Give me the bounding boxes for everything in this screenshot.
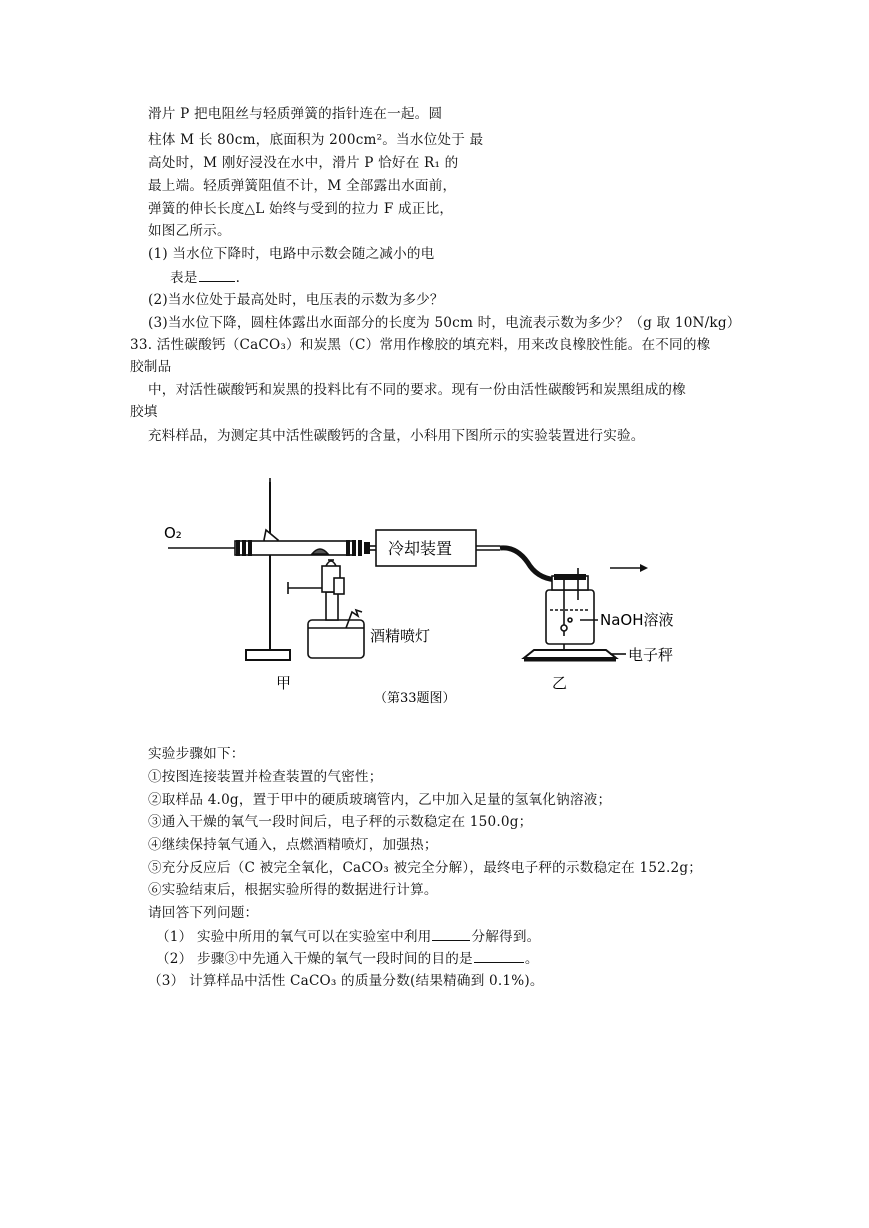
- rubber-tube: [500, 548, 560, 580]
- question-2-end: 。: [524, 951, 539, 967]
- physics-line-3: 高处时，M 刚好浸没在水中，滑片 P 恰好在 R₁ 的: [148, 155, 459, 171]
- hard-glass-tube: [235, 541, 355, 555]
- naoh-label: NaOH溶液: [600, 611, 674, 629]
- lamp-label: 酒精喷灯: [370, 627, 431, 645]
- physics-question-1: (1) 当水位下降时，电路中示数会随之减小的电: [148, 246, 435, 262]
- gas-wash-bottle: [546, 590, 594, 644]
- question-3: （3） 计算样品中活性 CaCO₃ 的质量分数(结果精确到 0.1%)。: [148, 973, 544, 989]
- chem-intro-2: 中，对活性碳酸钙和炭黑的投料比有不同的要求。现有一份由活性碳酸钙和炭黑组成的橡: [148, 382, 686, 398]
- steps-heading: 实验步骤如下：: [148, 746, 245, 762]
- chem-intro-1b: 胶制品: [130, 359, 172, 375]
- physics-q1-end: .: [235, 270, 241, 286]
- physics-question-1-answer-line: [170, 267, 240, 288]
- answer-blank[interactable]: [199, 267, 235, 282]
- question-2-text: （2） 步骤③中先通入干燥的氧气一段时间的目的是: [156, 951, 473, 967]
- electronic-scale: [524, 650, 616, 658]
- step-5: ⑤充分反应后（C 被完全氧化，CaCO₃ 被完全分解），最终电子秤的示数稳定在 152.2g；: [148, 860, 703, 876]
- question-1: [156, 926, 540, 947]
- physics-line-6: 如图乙所示。: [148, 223, 231, 239]
- step-6: ⑥实验结束后，根据实验所得的数据进行计算。: [148, 882, 438, 898]
- answer-blank[interactable]: [432, 926, 470, 941]
- chem-intro-3: 充料样品，为测定其中活性碳酸钙的含量，小科用下图所示的实验装置进行实验。: [148, 428, 645, 444]
- answer-blank[interactable]: [474, 948, 524, 963]
- physics-line-5: 弹簧的伸长长度△L 始终与受到的拉力 F 成正比，: [148, 201, 454, 217]
- physics-question-3: (3)当水位下降，圆柱体露出水面部分的长度为 50cm 时，电流表示数为多少？（g 取 10N/kg）: [148, 315, 741, 331]
- alcohol-blowtorch-lamp: [308, 620, 364, 658]
- chem-intro-1: 33. 活性碳酸钙（CaCO₃）和炭黑（C）常用作橡胶的填充料，用来改良橡胶性能。在不同的橡: [130, 337, 711, 353]
- iron-stand-base: [246, 650, 290, 660]
- physics-line-2: 柱体 M 长 80cm，底面积为 200cm²。当水位处于 最: [148, 132, 484, 148]
- physics-line-4: 最上端。轻质弹簧阻值不计，M 全部露出水面前，: [148, 178, 457, 194]
- question-1-end: 分解得到。: [471, 929, 541, 945]
- chem-intro-2b: 胶填: [130, 404, 158, 420]
- question-2: [156, 948, 539, 969]
- physics-question-2: (2)当水位处于最高处时，电压表的示数为多少？: [148, 292, 444, 308]
- figure-caption: （第33题图）: [374, 691, 456, 706]
- step-4: ④继续保持氧气通入，点燃酒精喷灯，加强热；: [148, 837, 438, 853]
- o2-label: O₂: [164, 524, 182, 542]
- step-3: ③通入干燥的氧气一段时间后，电子秤的示数稳定在 150.0g；: [148, 814, 533, 830]
- questions-heading: 请回答下列问题：: [148, 905, 259, 921]
- scale-label: 电子秤: [628, 646, 674, 664]
- apparatus-jia-label: 甲: [276, 674, 292, 692]
- step-1: ①按图连接装置并检查装置的气密性；: [148, 769, 383, 785]
- physics-q1-text: 表是: [170, 270, 198, 286]
- apparatus-yi-label: 乙: [552, 674, 568, 692]
- question-1-text: （1） 实验中所用的氧气可以在实验室中利用: [156, 929, 432, 945]
- cooling-device-label: 冷却装置: [388, 539, 453, 558]
- physics-line-1: 滑片 P 把电阻丝与轻质弹簧的指针连在一起。圆: [148, 106, 443, 122]
- step-2: ②取样品 4.0g，置于甲中的硬质玻璃管内，乙中加入足量的氢氧化钠溶液；: [148, 792, 612, 808]
- apparatus-diagram: [140, 470, 720, 720]
